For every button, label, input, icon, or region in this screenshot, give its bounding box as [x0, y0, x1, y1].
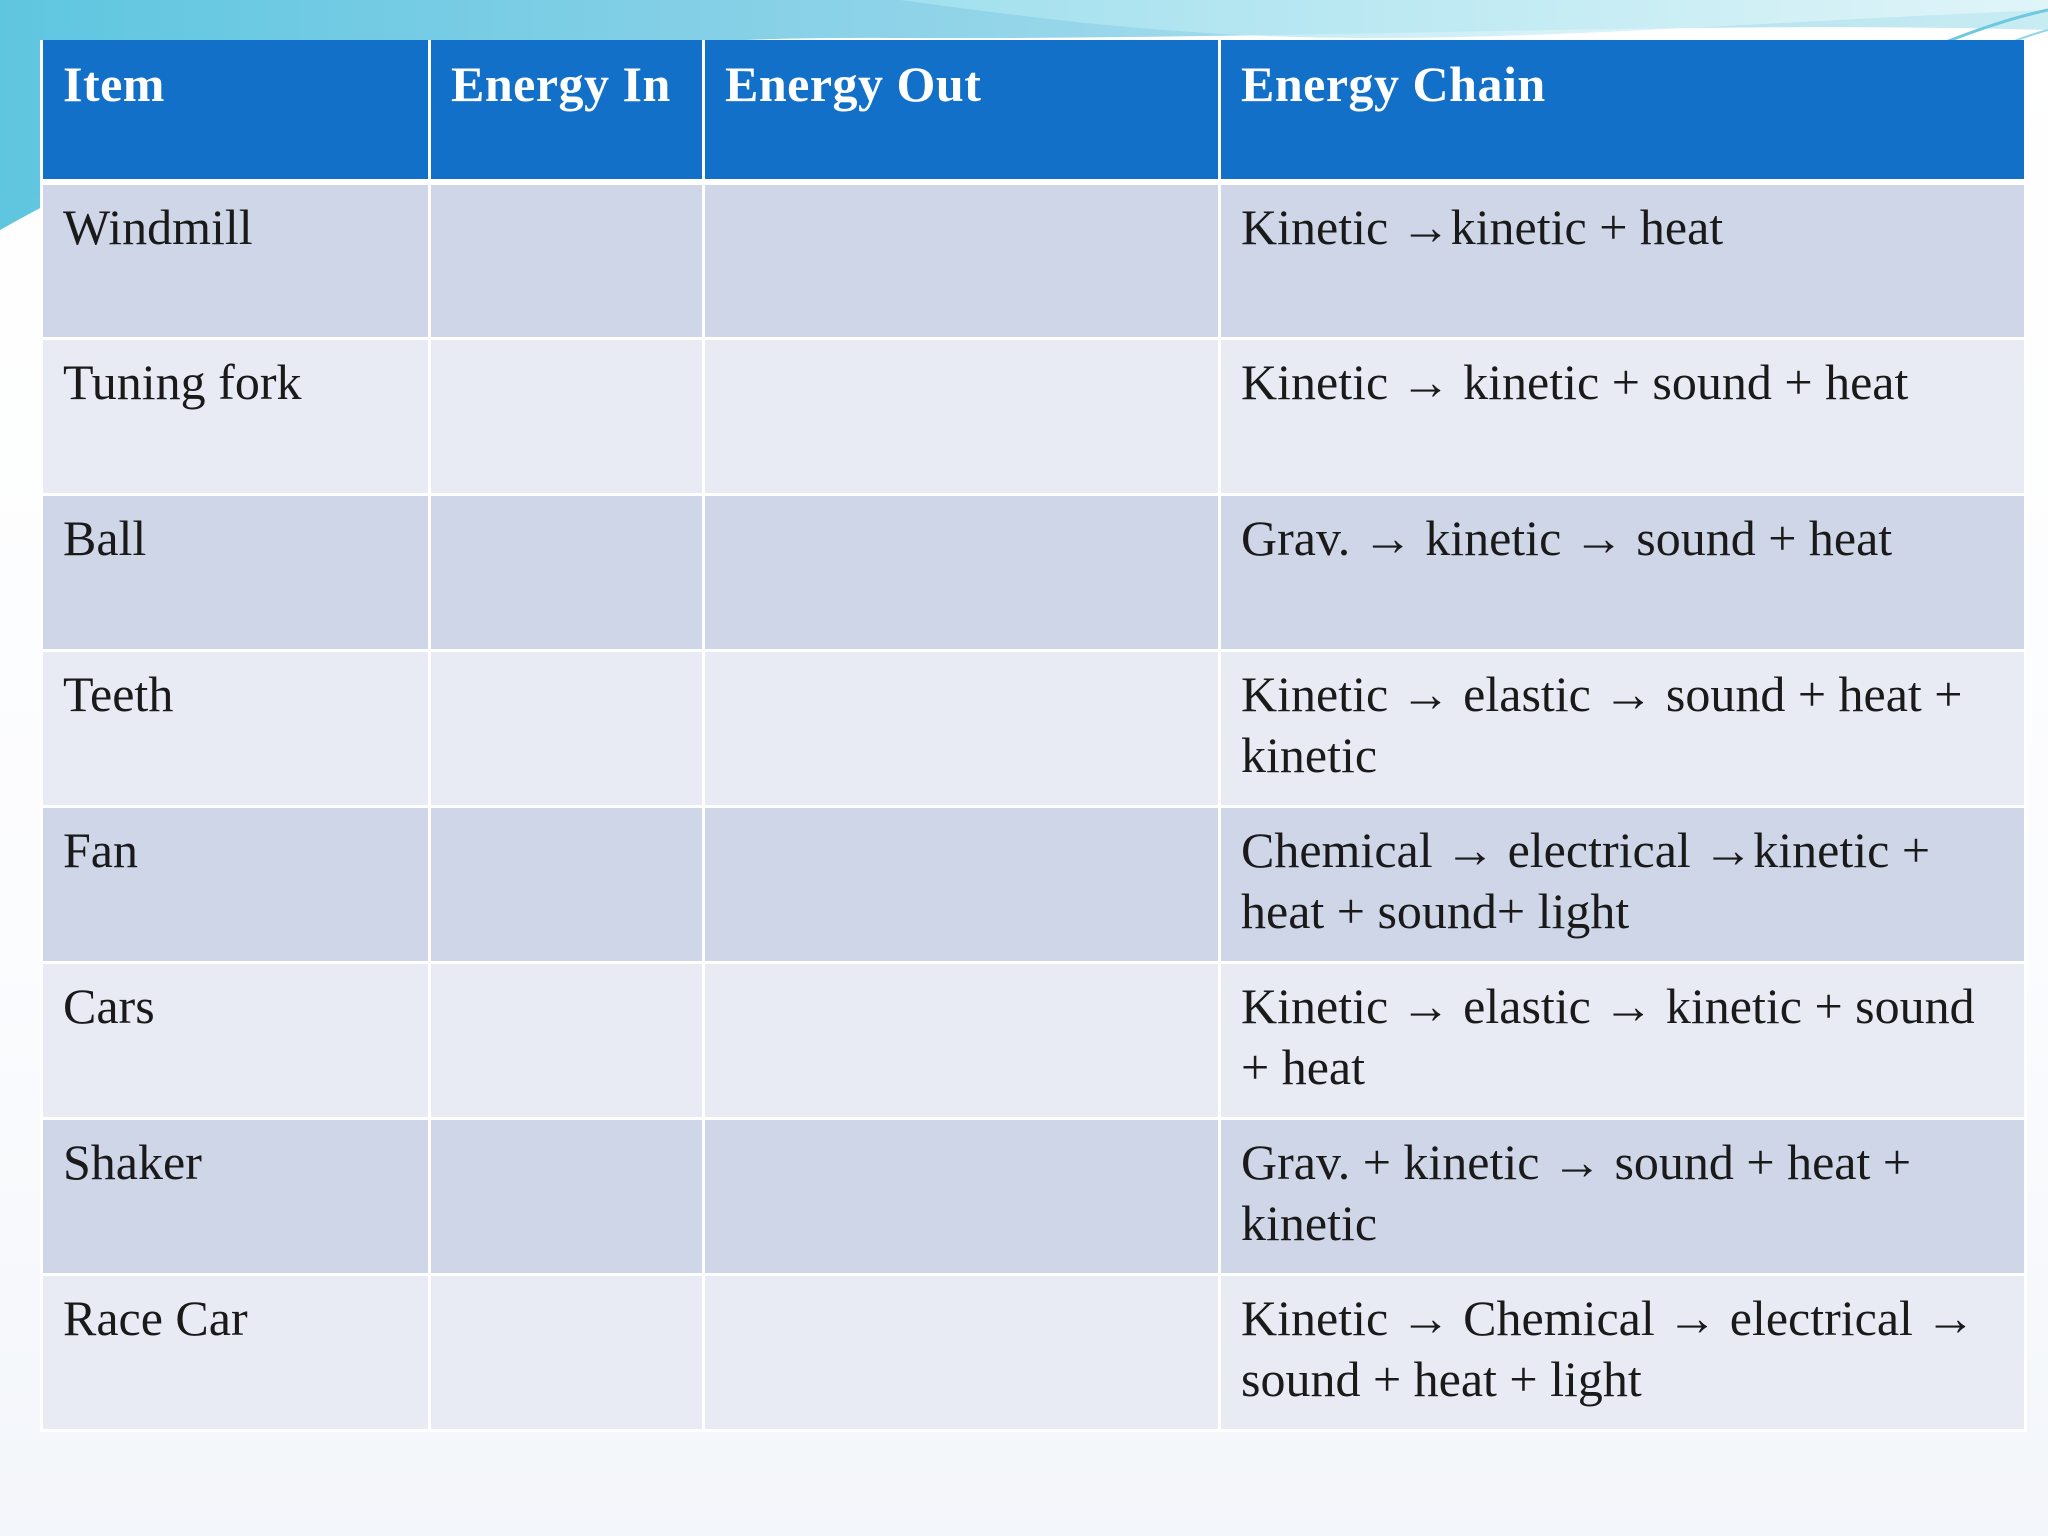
table-row	[42, 182, 2026, 338]
item-cell: Windmill	[42, 182, 430, 338]
energy-chain-cell: Chemical → electrical →kinetic + heat + sound+ light	[1220, 806, 2026, 962]
column-header-item: Item	[42, 40, 430, 182]
energy-in-cell	[430, 650, 704, 806]
energy-in-cell	[430, 1118, 704, 1274]
item-cell: Teeth	[42, 650, 430, 806]
table-row	[42, 338, 2026, 494]
energy-chain-cell: Kinetic → Chemical → electrical → sound + heat + light	[1220, 1274, 2026, 1430]
energy-out-cell	[704, 1118, 1220, 1274]
item-cell: Ball	[42, 494, 430, 650]
energy-out-cell	[704, 338, 1220, 494]
energy-in-cell	[430, 962, 704, 1118]
table-row	[42, 1274, 2026, 1430]
energy-chain-cell: Kinetic → elastic → kinetic + sound + heat	[1220, 962, 2026, 1118]
energy-chain-cell: Kinetic → kinetic + sound + heat	[1220, 338, 2026, 494]
energy-out-cell	[704, 650, 1220, 806]
item-cell: Fan	[42, 806, 430, 962]
table-header-row	[42, 40, 2026, 182]
energy-out-cell	[704, 806, 1220, 962]
energy-out-cell	[704, 494, 1220, 650]
item-cell: Race Car	[42, 1274, 430, 1430]
energy-in-cell	[430, 806, 704, 962]
energy-out-cell	[704, 182, 1220, 338]
energy-chain-cell: Grav. + kinetic → sound + heat + kinetic	[1220, 1118, 2026, 1274]
energy-in-cell	[430, 1274, 704, 1430]
item-cell: Shaker	[42, 1118, 430, 1274]
energy-out-cell	[704, 962, 1220, 1118]
column-header-energy-chain: Energy Chain	[1220, 40, 2026, 182]
table-row	[42, 962, 2026, 1118]
item-cell: Tuning fork	[42, 338, 430, 494]
energy-in-cell	[430, 494, 704, 650]
energy-table-container	[40, 40, 2024, 1432]
table-row	[42, 806, 2026, 962]
item-cell: Cars	[42, 962, 430, 1118]
table-row	[42, 650, 2026, 806]
column-header-energy-out: Energy Out	[704, 40, 1220, 182]
column-header-energy-in: Energy In	[430, 40, 704, 182]
energy-chain-cell: Grav. → kinetic → sound + heat	[1220, 494, 2026, 650]
energy-out-cell	[704, 1274, 1220, 1430]
energy-chain-cell: Kinetic →kinetic + heat	[1220, 182, 2026, 338]
energy-in-cell	[430, 182, 704, 338]
energy-table	[40, 40, 2027, 1432]
table-row	[42, 1118, 2026, 1274]
table-row	[42, 494, 2026, 650]
energy-in-cell	[430, 338, 704, 494]
energy-chain-cell: Kinetic → elastic → sound + heat + kinetic	[1220, 650, 2026, 806]
